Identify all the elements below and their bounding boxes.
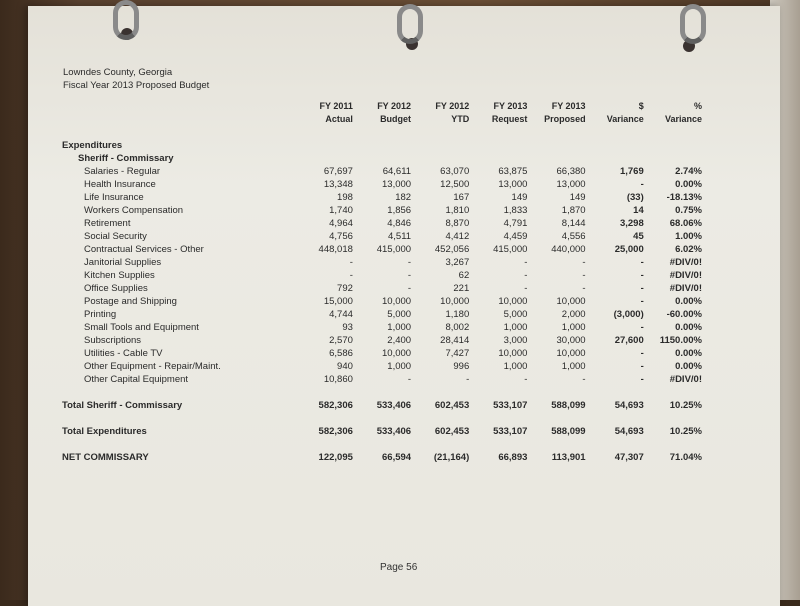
row-value: - (407, 283, 412, 294)
column-header-line1: FY 2013 (493, 101, 528, 111)
row-value: 1.00% (675, 231, 702, 242)
row-value: 1,000 (387, 322, 412, 333)
row-value: 2,570 (329, 335, 353, 346)
row-value: 448,018 (318, 244, 353, 255)
row-value: 68.06% (669, 218, 702, 229)
row-value: - (407, 257, 412, 268)
row-value: - (640, 374, 644, 385)
total-value: 582,306 (318, 426, 353, 437)
row-value: 8,870 (445, 218, 470, 229)
row-value: - (640, 283, 644, 294)
row-value: 4,459 (503, 231, 528, 242)
row-value: -60.00% (666, 309, 702, 320)
row-value: 0.00% (675, 322, 702, 333)
row-value: - (640, 348, 644, 359)
row-value: 10,000 (382, 348, 412, 359)
total-value: 533,107 (493, 400, 528, 411)
row-value: - (524, 270, 528, 281)
row-value: 1150.00% (659, 335, 702, 346)
row-value: 30,000 (556, 335, 586, 346)
row-value: - (582, 270, 586, 281)
row-value: 1,740 (329, 205, 353, 216)
binder-ring (680, 4, 706, 44)
column-header (295, 100, 353, 126)
row-value: - (640, 361, 644, 372)
row-value: (33) (626, 192, 644, 203)
row-value: -18.13% (666, 192, 702, 203)
row-value: 7,427 (445, 348, 470, 359)
total-value: 533,107 (493, 426, 528, 437)
column-header (586, 100, 644, 126)
row-value: 3,000 (503, 335, 528, 346)
row-value: 2,400 (387, 335, 412, 346)
row-label: Contractual Services - Other (84, 244, 204, 255)
row-value: 4,412 (445, 231, 470, 242)
row-value: 940 (337, 361, 353, 372)
row-value: 2,000 (561, 309, 586, 320)
row-label: Health Insurance (84, 179, 156, 190)
header-spacer (62, 100, 295, 126)
column-header (411, 100, 469, 126)
row-value: 5,000 (387, 309, 412, 320)
row-label: Utilities - Cable TV (84, 348, 163, 359)
row-value: 10,000 (556, 348, 586, 359)
row-value: 63,070 (440, 166, 470, 177)
row-label: Kitchen Supplies (84, 270, 155, 281)
table-row (62, 373, 702, 386)
row-value: - (407, 374, 412, 385)
column-header-line1: % (693, 101, 702, 111)
row-label: Subscriptions (84, 335, 142, 346)
table-row (62, 217, 702, 230)
total-value: 66,594 (382, 452, 412, 463)
row-value: 1,810 (445, 205, 470, 216)
spacer-row (62, 126, 702, 139)
row-value: - (640, 257, 644, 268)
total-row (62, 399, 702, 412)
row-value: 8,144 (561, 218, 586, 229)
row-value: 8,002 (445, 322, 470, 333)
budget-subtitle: Fiscal Year 2013 Proposed Budget (63, 80, 210, 91)
row-value: 4,556 (561, 231, 586, 242)
row-value: 13,000 (382, 179, 412, 190)
total-value: 54,693 (614, 426, 644, 437)
row-value: 93 (342, 322, 353, 333)
column-header-line2: Request (491, 114, 528, 124)
table-row (62, 308, 702, 321)
row-value: 1,000 (387, 361, 412, 372)
table-row (62, 347, 702, 360)
total-value: 10.25% (669, 400, 702, 411)
total-value: 66,893 (498, 452, 528, 463)
table-row (62, 269, 702, 282)
column-header-line1: $ (638, 101, 644, 111)
row-value: #DIV/0! (669, 270, 702, 281)
row-value: 13,348 (323, 179, 353, 190)
row-value: 3,298 (619, 218, 644, 229)
section-row (62, 139, 702, 152)
row-value: 5,000 (503, 309, 528, 320)
row-label: Other Equipment - Repair/Maint. (84, 361, 221, 372)
row-value: 0.75% (675, 205, 702, 216)
column-header-row (62, 100, 702, 126)
row-value: - (407, 270, 412, 281)
column-header-line2: Proposed (544, 114, 586, 124)
row-value: - (524, 283, 528, 294)
row-value: - (582, 257, 586, 268)
row-value: 2.74% (675, 166, 702, 177)
row-value: 0.00% (675, 179, 702, 190)
total-row (62, 425, 702, 438)
row-value: - (582, 283, 586, 294)
total-label: Total Sheriff - Commissary (62, 400, 183, 411)
row-value: 415,000 (376, 244, 412, 255)
row-value: 14 (633, 205, 644, 216)
row-label: Small Tools and Equipment (84, 322, 199, 333)
row-value: 182 (395, 192, 412, 203)
row-label: Retirement (84, 218, 131, 229)
spacer-row (62, 438, 702, 451)
total-row (62, 451, 702, 464)
column-header-line2: YTD (451, 114, 470, 124)
column-header (527, 100, 585, 126)
row-value: 0.00% (675, 296, 702, 307)
row-value: 4,744 (329, 309, 353, 320)
row-value: 67,697 (323, 166, 353, 177)
row-value: - (524, 257, 528, 268)
row-value: 167 (453, 192, 470, 203)
row-value: 792 (337, 283, 353, 294)
row-value: - (640, 296, 644, 307)
table-row (62, 243, 702, 256)
total-value: 54,693 (614, 400, 644, 411)
row-value: 4,964 (329, 218, 353, 229)
row-value: 149 (569, 192, 586, 203)
row-label: Life Insurance (84, 192, 144, 203)
row-value: #DIV/0! (669, 283, 702, 294)
row-label: Janitorial Supplies (84, 257, 162, 268)
column-header-line2: Variance (606, 114, 644, 124)
row-value: 25,000 (614, 244, 644, 255)
row-value: - (640, 270, 644, 281)
row-value: - (349, 257, 353, 268)
total-value: 533,406 (376, 426, 412, 437)
row-value: 1,833 (503, 205, 528, 216)
page-number: Page 56 (380, 562, 418, 573)
row-value: 27,600 (614, 335, 644, 346)
table-row (62, 295, 702, 308)
row-value: - (524, 374, 528, 385)
row-value: 1,870 (561, 205, 586, 216)
total-value: 113,901 (551, 452, 586, 463)
row-value: 1,180 (445, 309, 470, 320)
row-value: 1,769 (619, 166, 644, 177)
row-value: 10,000 (382, 296, 412, 307)
row-value: 1,856 (387, 205, 412, 216)
row-value: 440,000 (551, 244, 586, 255)
table-row (62, 191, 702, 204)
table-row (62, 360, 702, 373)
table-row (62, 256, 702, 269)
row-label: Office Supplies (84, 283, 148, 294)
row-value: 10,000 (440, 296, 470, 307)
row-value: 15,000 (323, 296, 353, 307)
row-value: 63,875 (498, 166, 528, 177)
row-value: 415,000 (493, 244, 528, 255)
row-value: #DIV/0! (669, 374, 702, 385)
row-value: (3,000) (613, 309, 644, 320)
row-value: 4,791 (503, 218, 528, 229)
row-value: - (349, 270, 353, 281)
total-value: 582,306 (318, 400, 353, 411)
row-value: 10,000 (498, 348, 528, 359)
row-value: 28,414 (440, 335, 470, 346)
table-row (62, 282, 702, 295)
row-value: 1,000 (561, 322, 586, 333)
row-value: 10,000 (556, 296, 586, 307)
row-value: - (582, 374, 586, 385)
total-value: 122,095 (318, 452, 353, 463)
row-value: 13,000 (556, 179, 586, 190)
total-value: 10.25% (669, 426, 702, 437)
spacer-row (62, 386, 702, 399)
row-value: 1,000 (561, 361, 586, 372)
total-value: 71.04% (669, 452, 702, 463)
row-label: Postage and Shipping (84, 296, 177, 307)
row-value: 4,511 (387, 231, 412, 242)
total-label: NET COMMISSARY (62, 452, 149, 463)
column-header-line2: Budget (380, 114, 412, 124)
row-value: 1,000 (503, 361, 528, 372)
department-label: Sheriff - Commissary (78, 153, 174, 164)
budget-table (62, 100, 702, 464)
column-header-line1: FY 2011 (319, 101, 353, 111)
row-value: 62 (458, 270, 470, 281)
row-value: 149 (511, 192, 528, 203)
county-title: Lowndes County, Georgia (63, 67, 173, 78)
binder-ring (113, 0, 139, 40)
column-header (469, 100, 527, 126)
row-value: 452,056 (434, 244, 470, 255)
total-value: 588,099 (551, 400, 586, 411)
row-label: Other Capital Equipment (84, 374, 189, 385)
table-row (62, 321, 702, 334)
column-header-line1: FY 2012 (435, 101, 470, 111)
row-value: 3,267 (445, 257, 470, 268)
department-row (62, 152, 702, 165)
total-value: (21,164) (433, 452, 470, 463)
row-value: 66,380 (556, 166, 586, 177)
row-value: 6,586 (329, 348, 353, 359)
total-value: 602,453 (434, 400, 470, 411)
total-value: 602,453 (434, 426, 470, 437)
total-value: 588,099 (551, 426, 586, 437)
column-header (353, 100, 411, 126)
row-label: Workers Compensation (84, 205, 184, 216)
column-header-line2: Actual (325, 114, 353, 124)
table-row (62, 204, 702, 217)
row-value: 1,000 (503, 322, 528, 333)
row-value: #DIV/0! (669, 257, 702, 268)
column-header-line1: FY 2012 (377, 101, 412, 111)
row-value: 4,756 (329, 231, 353, 242)
binder-ring (397, 4, 423, 44)
table-row (62, 334, 702, 347)
total-label: Total Expenditures (62, 426, 147, 437)
row-value: 13,000 (498, 179, 528, 190)
row-value: 996 (453, 361, 470, 372)
row-value: 45 (633, 231, 644, 242)
table-row (62, 230, 702, 243)
row-label: Printing (84, 309, 117, 320)
total-value: 533,406 (376, 400, 412, 411)
spacer-row (62, 412, 702, 425)
row-value: - (466, 374, 470, 385)
row-value: 198 (337, 192, 353, 203)
row-value: 10,860 (323, 374, 353, 385)
column-header-line1: FY 2013 (551, 101, 586, 111)
row-value: 12,500 (440, 179, 470, 190)
row-value: 10,000 (498, 296, 528, 307)
row-value: 221 (453, 283, 470, 294)
column-header (644, 100, 702, 126)
row-value: - (640, 179, 644, 190)
row-value: 4,846 (387, 218, 412, 229)
row-value: 6.02% (675, 244, 702, 255)
row-label: Social Security (84, 231, 147, 242)
section-label: Expenditures (62, 140, 123, 151)
row-value: 64,611 (382, 166, 412, 177)
column-header-line2: Variance (664, 114, 702, 124)
row-value: 0.00% (675, 348, 702, 359)
row-label: Salaries - Regular (84, 166, 161, 177)
row-value: 0.00% (675, 361, 702, 372)
total-value: 47,307 (614, 452, 644, 463)
table-row (62, 178, 702, 191)
table-row (62, 165, 702, 178)
row-value: - (640, 322, 644, 333)
